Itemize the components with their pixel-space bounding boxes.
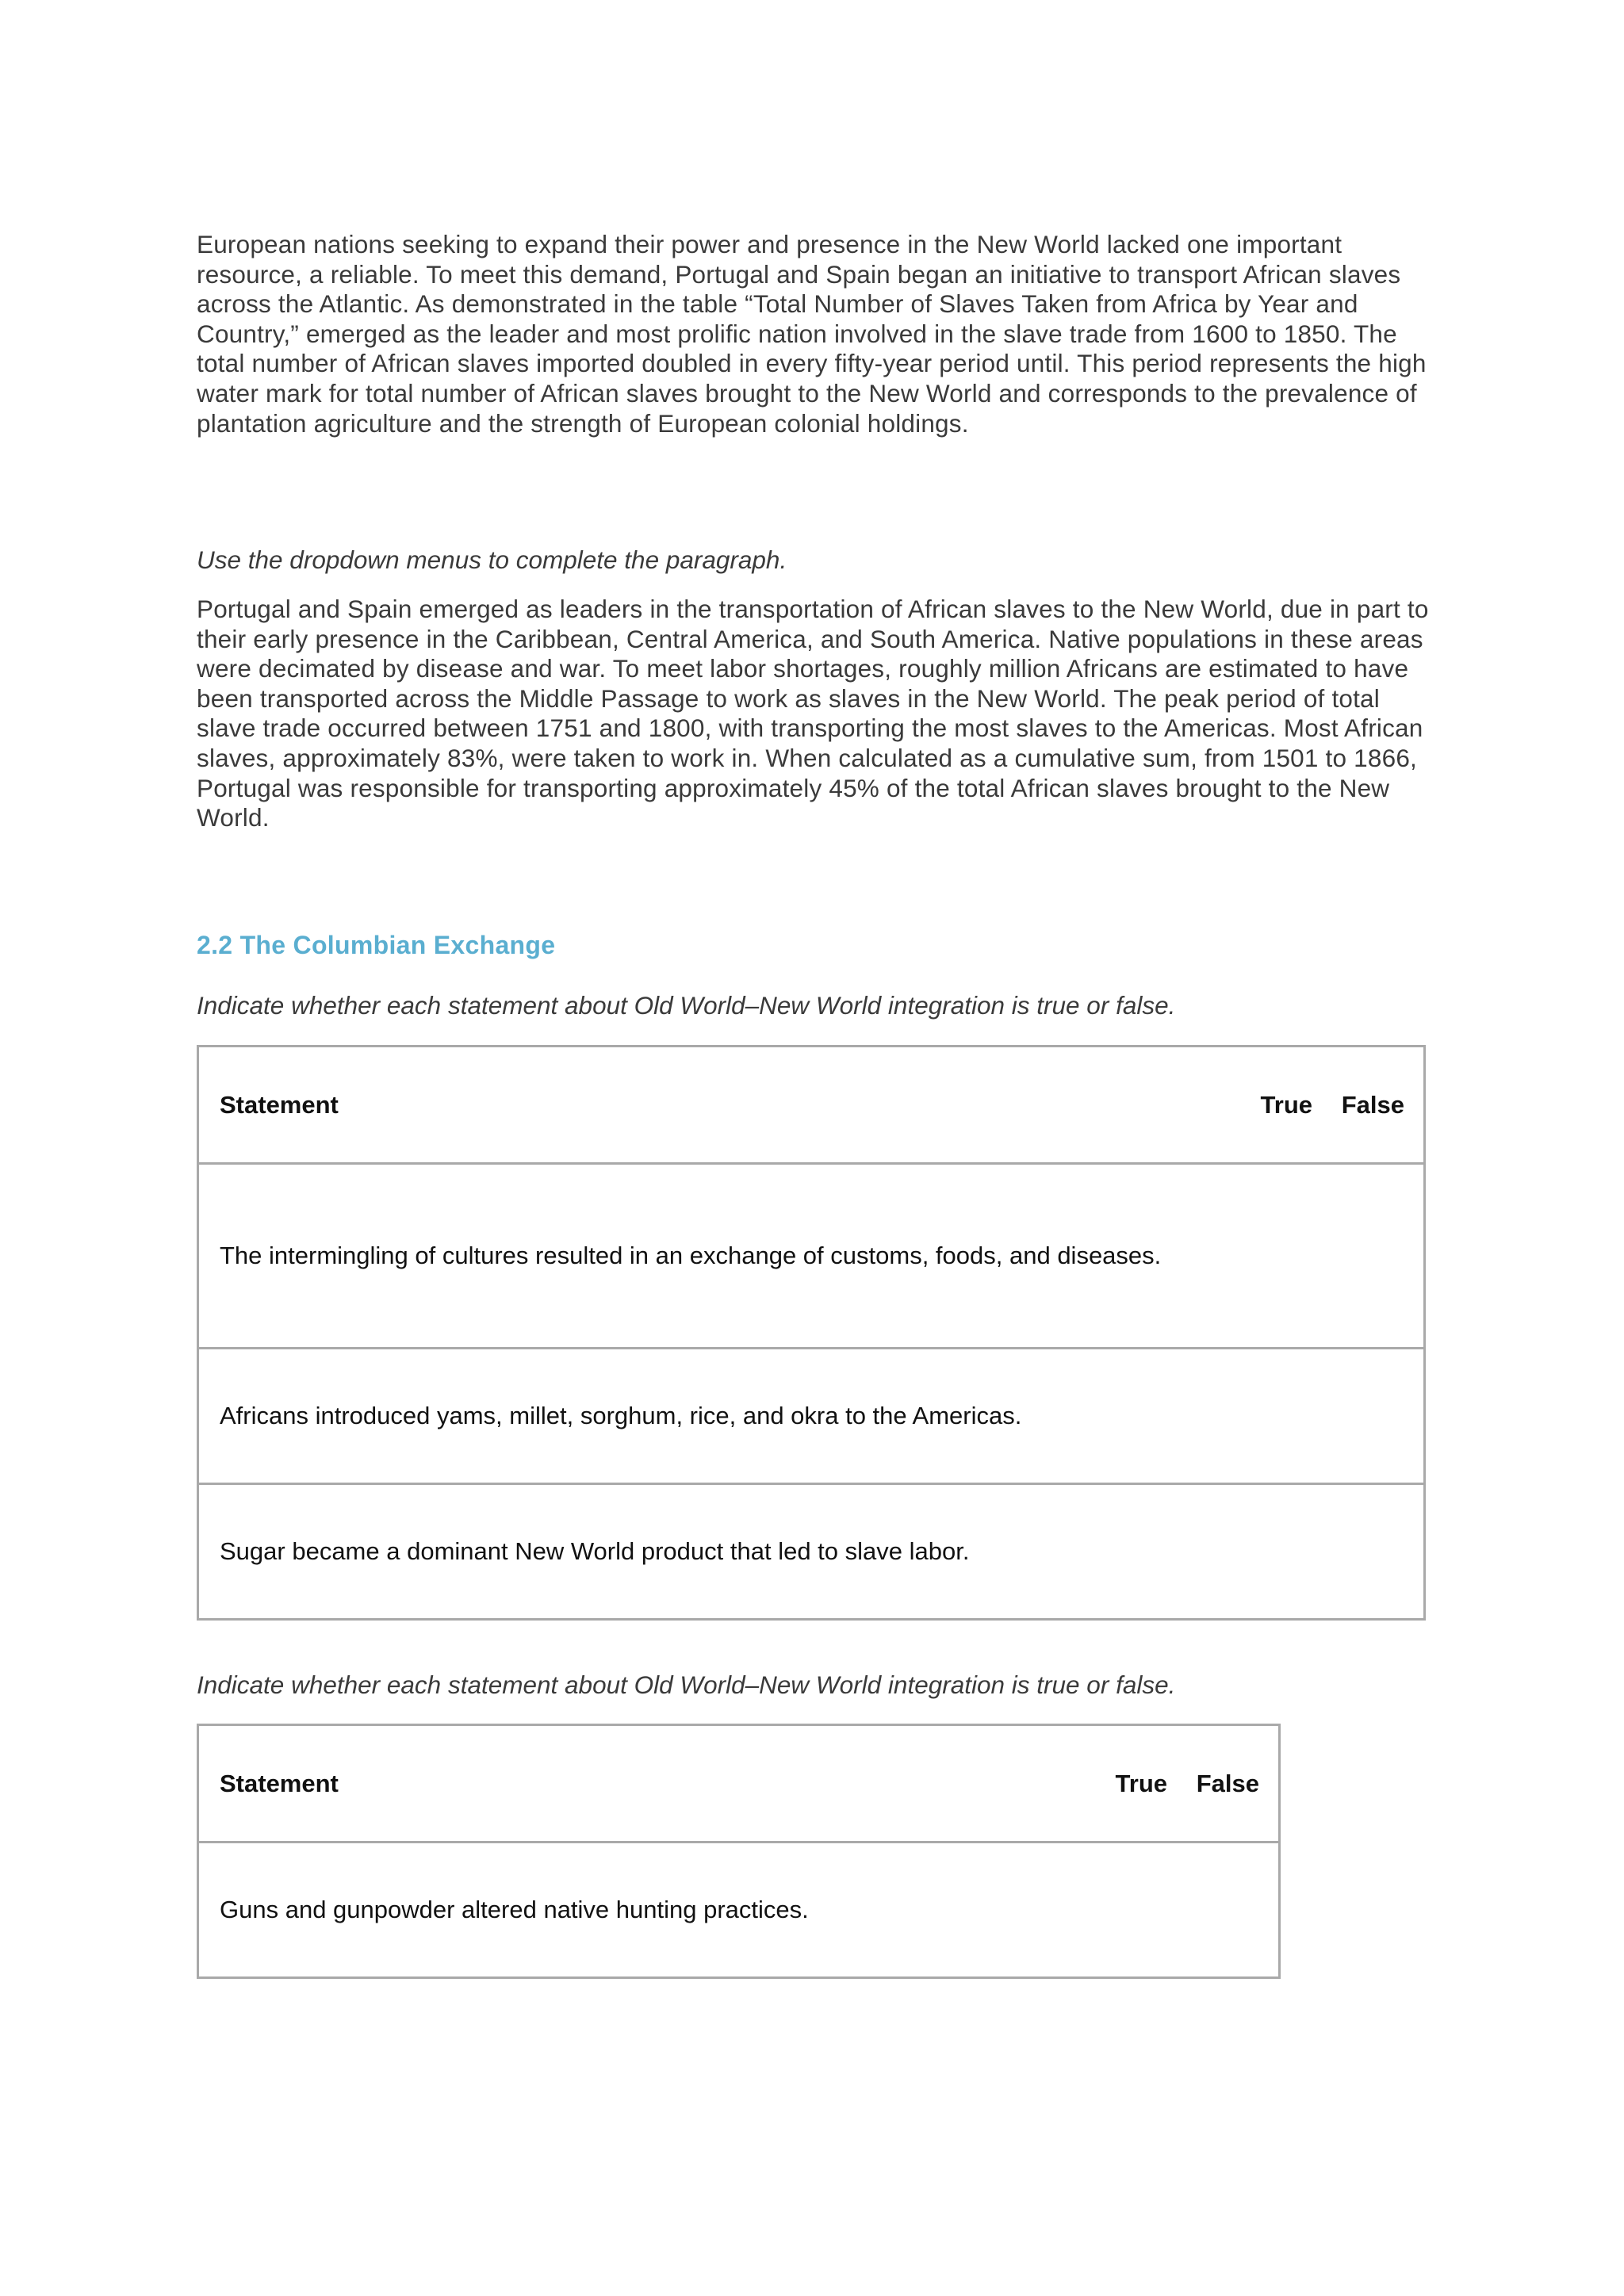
truefalse-instruction-2: Indicate whether each statement about Old World–New World integration is true or false. bbox=[197, 1670, 1176, 1699]
true-choice-cell[interactable] bbox=[1112, 1843, 1188, 1978]
false-choice-cell[interactable] bbox=[1333, 1164, 1425, 1349]
statement-cell: The intermingling of cultures resulted in an exchange of customs, foods, and diseases. bbox=[198, 1164, 1258, 1349]
statement-column-header: Statement bbox=[220, 1090, 339, 1119]
false-choice-cell[interactable] bbox=[1333, 1484, 1425, 1620]
true-choice-cell[interactable] bbox=[1257, 1164, 1333, 1349]
intro-paragraph: European nations seeking to expand their power and presence in the New World lacked one important resource, a reliable. To meet this demand, Portugal and Spain began an initiative to transport African slaves across the Atlantic. As demonstrated in the table “Total Number of Slaves Taken from Africa by Year and Country,” emerged as the leader and most prolific nation involved in the slave trade from 1600 to 1850. The total number of African slaves imported doubled in every fifty-year period until. This period represents the high water mark for total number of African slaves brought to the New World and corresponds to the prevalence of plantation agriculture and the strength of European colonial holdings. bbox=[197, 230, 1427, 438]
statement-cell: Guns and gunpowder altered native hunting practices. bbox=[198, 1843, 1113, 1978]
true-choice-cell[interactable] bbox=[1257, 1484, 1333, 1620]
table-header-row bbox=[198, 1725, 1280, 1843]
statement-cell: Africans introduced yams, millet, sorghum, rice, and okra to the Americas. bbox=[198, 1349, 1258, 1484]
table-row bbox=[198, 1843, 1280, 1978]
true-choice-cell[interactable] bbox=[1257, 1349, 1333, 1484]
table-row bbox=[198, 1349, 1425, 1484]
false-choice-cell[interactable] bbox=[1188, 1843, 1280, 1978]
statement-column-header: Statement bbox=[220, 1769, 339, 1797]
true-column-header: True bbox=[1115, 1769, 1167, 1797]
true-column-header: True bbox=[1260, 1090, 1312, 1119]
false-choice-cell[interactable] bbox=[1333, 1349, 1425, 1484]
truefalse-instruction-1: Indicate whether each statement about Old World–New World integration is true or false. bbox=[197, 991, 1176, 1020]
table-row bbox=[198, 1484, 1425, 1620]
dropdown-instruction: Use the dropdown menus to complete the paragraph. bbox=[197, 545, 787, 574]
table-header-row bbox=[198, 1047, 1425, 1164]
truefalse-table-1 bbox=[197, 1045, 1426, 1621]
statement-cell: Sugar became a dominant New World product that led to slave labor. bbox=[198, 1484, 1258, 1620]
false-column-header: False bbox=[1196, 1769, 1259, 1797]
table-row bbox=[198, 1164, 1425, 1349]
fill-in-paragraph: Portugal and Spain emerged as leaders in the transportation of African slaves to the New World, due in part to their early presence in the Caribbean, Central America, and South America. Native populations in these areas were decimated by disease and war. To meet labor shortages, roughly million Africans are estimated to have been transported across the Middle Passage to work as slaves in the New World. The peak period of total slave trade occurred between 1751 and 1800, with transporting the most slaves to the Americas. Most African slaves, approximately 83%, were taken to work in. When calculated as a cumulative sum, from 1501 to 1866, Portugal was responsible for transporting approximately 45% of the total African slaves brought to the New World. bbox=[197, 595, 1429, 832]
false-column-header: False bbox=[1341, 1090, 1404, 1119]
truefalse-table-2 bbox=[197, 1724, 1281, 1979]
section-heading: 2.2 The Columbian Exchange bbox=[197, 931, 556, 959]
